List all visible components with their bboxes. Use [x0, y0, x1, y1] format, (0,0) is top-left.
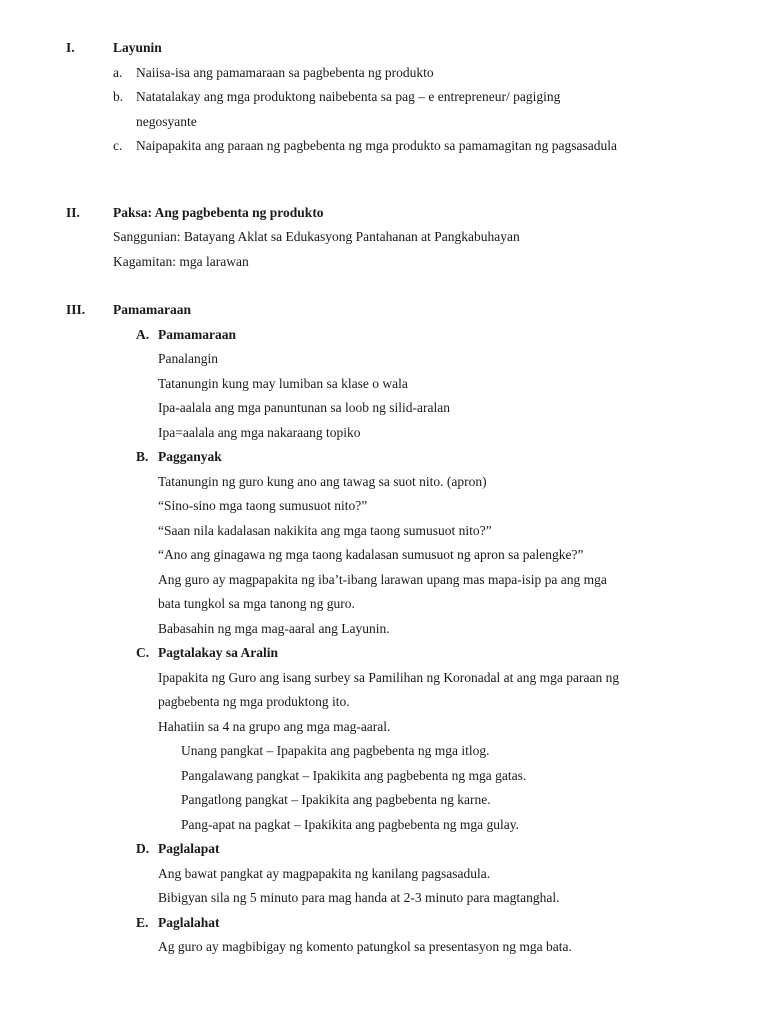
subsection-d-marker: D. — [136, 841, 150, 856]
subsection-b-title: Pagganyak — [158, 449, 222, 464]
subsection-c-line: pagbebenta ng mga produktong ito. — [158, 694, 350, 709]
subsection-a-line: Ipa=aalala ang mga nakaraang topiko — [158, 425, 361, 440]
subsection-d-title: Paglalapat — [158, 841, 220, 856]
subsection-d-line: Bibigyan sila ng 5 minuto para mag handa at 2-3 minuto para magtanghal. — [158, 890, 560, 905]
subsection-b-marker: B. — [136, 449, 149, 464]
group-item: Pang-apat na pagkat – Ipakikita ang pagbebenta ng mga gulay. — [181, 817, 520, 832]
subsection-c-line: Hahatiin sa 4 na grupo ang mga mag-aaral. — [158, 719, 391, 734]
subsection-a-line: Ipa-aalala ang mga panuntunan sa loob ng silid-aralan — [158, 400, 451, 415]
subsection-b-line: “Sino-sino mga taong sumusuot nito?” — [158, 498, 368, 513]
subsection-b-line: Ang guro ay magpapakita ng iba’t-ibang larawan upang mas mapa-isip pa ang mga — [158, 572, 607, 587]
subsection-c-title: Pagtalakay sa Aralin — [158, 645, 279, 660]
subsection-a-title: Pamamaraan — [158, 327, 236, 342]
group-item: Unang pangkat – Ipapakita ang pagbebenta ng mga itlog. — [181, 743, 490, 758]
subsection-e-line: Ag guro ay magbibigay ng komento patungkol sa presentasyon ng mga bata. — [158, 939, 572, 954]
subsection-b-line: “Saan nila kadalasan nakikita ang mga taong sumusuot nito?” — [158, 523, 492, 538]
subsection-b-line: “Ano ang ginagawa ng mga taong kadalasan sumusuot ng apron sa palengke?” — [158, 547, 584, 562]
section-2-title: Paksa: Ang pagbebenta ng produkto — [113, 205, 324, 220]
objective-b-text: Natatalakay ang mga produktong naibebenta sa pag – e entrepreneur/ pagiging — [136, 89, 561, 104]
subsection-b-line: bata tungkol sa mga tanong ng guro. — [158, 596, 355, 611]
group-item: Pangalawang pangkat – Ipakikita ang pagbebenta ng mga gatas. — [181, 768, 527, 783]
subsection-e-marker: E. — [136, 915, 149, 930]
section-3-numeral: III. — [66, 302, 86, 317]
subsection-b-line: Tatanungin ng guro kung ano ang tawag sa suot nito. (apron) — [158, 474, 487, 489]
objective-b-continuation: negosyante — [136, 114, 197, 129]
sanggunian-line: Sanggunian: Batayang Aklat sa Edukasyong Pantahanan at Pangkabuhayan — [113, 229, 520, 244]
section-3-title: Pamamaraan — [113, 302, 191, 317]
subsection-a-line: Panalangin — [158, 351, 218, 366]
subsection-e-title: Paglalahat — [158, 915, 220, 930]
objective-c-text: Naipapakita ang paraan ng pagbebenta ng mga produkto sa pamamagitan ng pagsasadula — [136, 138, 617, 153]
objective-a-text: Naiisa-isa ang pamamaraan sa pagbebenta ng produkto — [136, 65, 434, 80]
objective-marker-a: a. — [113, 65, 123, 80]
subsection-c-line: Ipapakita ng Guro ang isang surbey sa Pamilihan ng Koronadal at ang mga paraan ng — [158, 670, 620, 685]
kagamitan-line: Kagamitan: mga larawan — [113, 254, 249, 269]
section-1-numeral: I. — [66, 40, 75, 55]
subsection-c-marker: C. — [136, 645, 150, 660]
subsection-d-line: Ang bawat pangkat ay magpapakita ng kanilang pagsasadula. — [158, 866, 491, 881]
subsection-a-marker: A. — [136, 327, 150, 342]
objective-marker-b: b. — [113, 89, 124, 104]
subsection-b-line: Babasahin ng mga mag-aaral ang Layunin. — [158, 621, 390, 636]
objective-marker-c: c. — [113, 138, 123, 153]
subsection-a-line: Tatanungin kung may lumiban sa klase o wala — [158, 376, 408, 391]
section-1-title: Layunin — [113, 40, 162, 55]
section-2-numeral: II. — [66, 205, 80, 220]
group-item: Pangatlong pangkat – Ipakikita ang pagbebenta ng karne. — [181, 792, 491, 807]
